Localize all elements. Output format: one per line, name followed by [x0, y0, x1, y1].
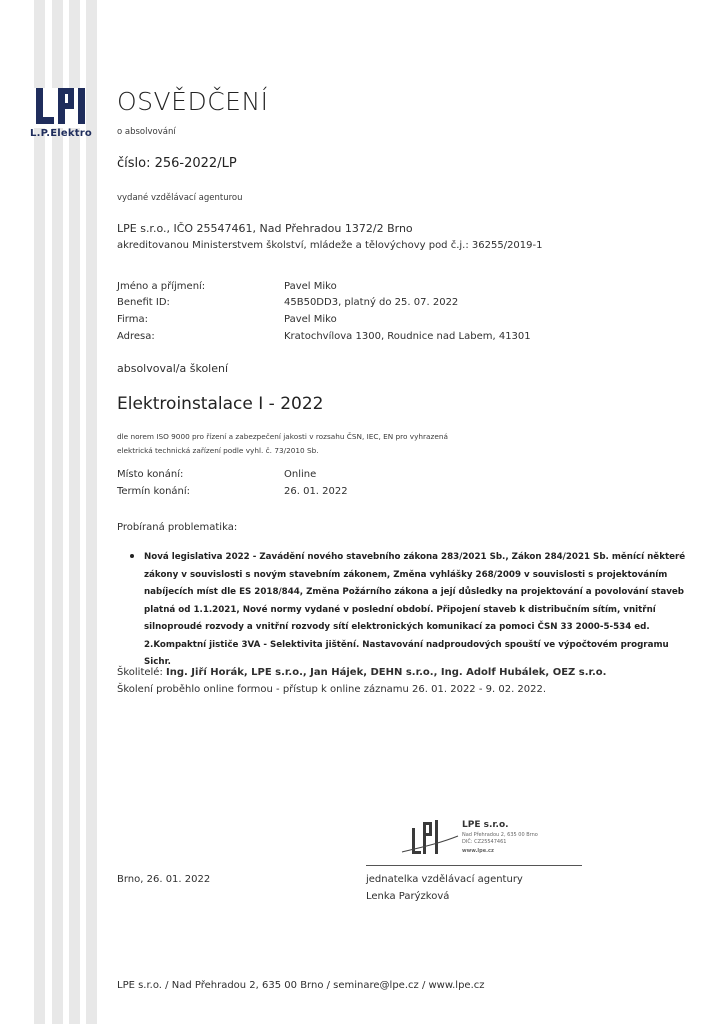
place-label: Místo konání:: [117, 469, 184, 480]
firm-label: Firma:: [117, 314, 148, 325]
decor-stripe-3: [69, 0, 80, 1024]
decor-stripe-2: [52, 0, 63, 1024]
stamp-brand: LPE s.r.o.: [462, 820, 509, 830]
benefit-label: Benefit ID:: [117, 297, 170, 308]
decor-stripe-4: [86, 0, 97, 1024]
topics-line: Nová legislativa 2022 - Zavádění nového stavebního zákona 283/2021 Sb., Zákon 284/2021 Sb. měnící některé: [144, 552, 686, 562]
topics-label: Probíraná problematika:: [117, 522, 238, 533]
topics-line: platná od 1.1.2021, Nové normy vydané v poslední období. Připojení staveb k distribučním sítím, vnitřní: [144, 604, 656, 615]
name-value: Pavel Miko: [284, 281, 337, 292]
course-name: Elektroinstalace I - 2022: [117, 394, 324, 414]
bullet-icon: [130, 554, 134, 558]
completed-label: absolvoval/a školení: [117, 362, 229, 375]
logo-text: L.P.Elektro: [30, 128, 92, 139]
place-date: Brno, 26. 01. 2022: [117, 874, 211, 885]
lecturers-line: [117, 667, 606, 678]
lecturers-label: Školitelé:: [117, 667, 163, 678]
benefit-value: 45B50DD3, platný do 25. 07. 2022: [284, 297, 459, 308]
stamp-line-3: www.lpe.cz: [462, 848, 494, 854]
topics-item: [144, 549, 690, 672]
certificate-title: OSVĚDČENÍ: [117, 87, 269, 116]
issued-by-label: vydané vzdělávací agenturou: [117, 193, 243, 203]
topics-line: silnoproudé rozvody a vnitřní rozvody sítí elektronických komunikací za pomoci ČSN 33 2000-5-534 ed.: [144, 622, 650, 632]
address-value: Kratochvílova 1300, Roudnice nad Labem, 41301: [284, 331, 531, 342]
signature-line: [366, 865, 582, 866]
certificate-subtitle: o absolvování: [117, 127, 176, 137]
topics-line: nabíjecích míst dle ES 2018/844, Změna Požárního zákona a její důsledky na projektování a povolování staveb: [144, 587, 685, 597]
name-label: Jméno a příjmení:: [117, 281, 206, 292]
firm-value: Pavel Miko: [284, 314, 337, 325]
norm-line-1: dle norem ISO 9000 pro řízení a zabezpečení jakosti v rozsahu ČSN, IEC, EN pro vyhrazená: [117, 432, 448, 441]
norm-line-2: elektrická technická zařízení podle vyhl. č. 73/2010 Sb.: [117, 446, 319, 455]
topics-line: 2.Kompaktní jističe 3VA - Selektivita jištění. Nastavování nadproudových spouští ve výpočtovém programu Sichr.: [144, 639, 669, 667]
online-note: Školení proběhlo online formou - přístup k online záznamu 26. 01. 2022 - 9. 02. 2022.: [117, 684, 547, 695]
footer-contact: LPE s.r.o. / Nad Přehradou 2, 635 00 Brno / seminare@lpe.cz / www.lpe.cz: [117, 980, 485, 991]
certificate-number: číslo: 256-2022/LP: [117, 156, 237, 171]
date-label: Termín konání:: [117, 486, 191, 497]
topics-line: zákony v souvislosti s novým stavebním zákonem, Změna vyhlášky 268/2009 v souvislosti s projektováním: [144, 569, 668, 580]
place-value: Online: [284, 469, 317, 480]
accreditation-line: akreditovanou Ministerstvem školství, mládeže a tělovýchovy pod č.j.: 36255/2019-1: [117, 240, 543, 251]
stamp-line-2: DIČ: CZ25547461: [462, 839, 507, 845]
decor-stripe-1: [34, 0, 45, 1024]
signatory-role: jednatelka vzdělávací agentury: [366, 874, 523, 885]
date-value: 26. 01. 2022: [284, 486, 348, 497]
stamp-line-1: Nad Přehradou 2, 635 00 Brno: [462, 832, 538, 838]
address-label: Adresa:: [117, 331, 155, 342]
topics-list: [130, 549, 690, 672]
signatory-name: Lenka Parýzková: [366, 891, 450, 902]
agency-line: LPE s.r.o., IČO 25547461, Nad Přehradou 1372/2 Brno: [117, 222, 413, 235]
lecturers-value: Ing. Jiří Horák, LPE s.r.o., Jan Hájek, DEHN s.r.o., Ing. Adolf Hubálek, OEZ s.r.o.: [166, 667, 607, 678]
